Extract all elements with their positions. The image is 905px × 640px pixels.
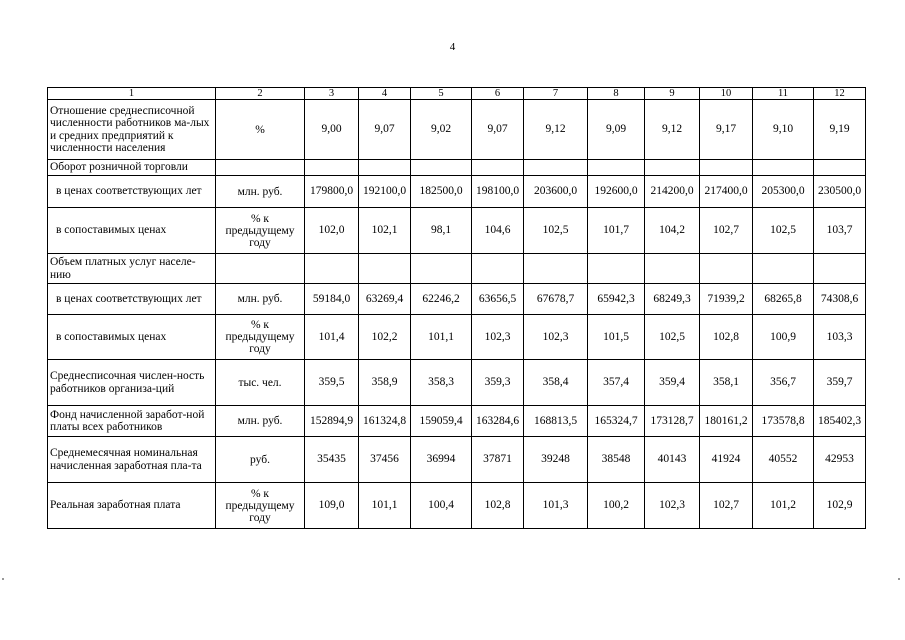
value-cell: 358,9: [359, 360, 411, 406]
value-cell: 161324,8: [359, 406, 411, 437]
scan-mark-right: [898, 578, 900, 580]
value-cell: 102,3: [472, 315, 524, 360]
row-label: Объем платных услуг населе-нию: [48, 254, 216, 284]
value-cell: 100,2: [588, 483, 645, 529]
row-unit: [216, 254, 305, 284]
value-cell: 230500,0: [814, 176, 866, 208]
value-cell: 9,12: [524, 100, 588, 160]
value-cell: 173578,8: [753, 406, 814, 437]
page-number: 4: [449, 41, 456, 53]
value-cell: 101,3: [524, 483, 588, 529]
value-cell: 104,6: [472, 208, 524, 254]
value-cell: 102,1: [359, 208, 411, 254]
value-cell: 102,7: [700, 483, 753, 529]
value-cell: 9,07: [472, 100, 524, 160]
value-cell: [305, 160, 359, 176]
value-cell: 102,5: [753, 208, 814, 254]
column-number: 2: [216, 88, 305, 100]
value-cell: 35435: [305, 437, 359, 483]
table-row: [48, 284, 866, 315]
column-number: 9: [645, 88, 700, 100]
value-cell: 9,19: [814, 100, 866, 160]
value-cell: [359, 160, 411, 176]
table-body: [48, 88, 866, 529]
value-cell: 68249,3: [645, 284, 700, 315]
value-cell: [588, 160, 645, 176]
column-number: 10: [700, 88, 753, 100]
value-cell: 214200,0: [645, 176, 700, 208]
value-cell: [411, 254, 472, 284]
value-cell: 9,09: [588, 100, 645, 160]
value-cell: [700, 254, 753, 284]
column-number: 1: [48, 88, 216, 100]
value-cell: 42953: [814, 437, 866, 483]
table-row: [48, 176, 866, 208]
row-unit: млн. руб.: [216, 176, 305, 208]
value-cell: 103,3: [814, 315, 866, 360]
value-cell: 359,4: [645, 360, 700, 406]
column-number: 6: [472, 88, 524, 100]
value-cell: 103,7: [814, 208, 866, 254]
value-cell: 59184,0: [305, 284, 359, 315]
row-unit: млн. руб.: [216, 406, 305, 437]
value-cell: 359,3: [472, 360, 524, 406]
value-cell: 9,10: [753, 100, 814, 160]
value-cell: 102,0: [305, 208, 359, 254]
column-number-row: [48, 88, 866, 100]
row-label: Отношение среднесписочной численности работников ма-лых и средних предприятий к численности населения: [48, 100, 216, 160]
value-cell: 9,07: [359, 100, 411, 160]
table-row: [48, 254, 866, 284]
value-cell: 101,2: [753, 483, 814, 529]
value-cell: 358,3: [411, 360, 472, 406]
value-cell: 101,1: [359, 483, 411, 529]
row-unit: % к предыдущему году: [216, 315, 305, 360]
value-cell: [411, 160, 472, 176]
row-label: в ценах соответствующих лет: [48, 284, 216, 315]
value-cell: [645, 160, 700, 176]
value-cell: 102,2: [359, 315, 411, 360]
value-cell: 40552: [753, 437, 814, 483]
value-cell: 37871: [472, 437, 524, 483]
row-label: Среднемесячная номинальная начисленная заработная пла-та: [48, 437, 216, 483]
value-cell: [700, 160, 753, 176]
value-cell: 71939,2: [700, 284, 753, 315]
value-cell: 152894,9: [305, 406, 359, 437]
value-cell: 9,17: [700, 100, 753, 160]
value-cell: 63269,4: [359, 284, 411, 315]
row-unit: тыс. чел.: [216, 360, 305, 406]
value-cell: 41924: [700, 437, 753, 483]
column-number: 8: [588, 88, 645, 100]
row-label: в ценах соответствующих лет: [48, 176, 216, 208]
value-cell: 100,4: [411, 483, 472, 529]
column-number: 3: [305, 88, 359, 100]
value-cell: 36994: [411, 437, 472, 483]
value-cell: 163284,6: [472, 406, 524, 437]
value-cell: 39248: [524, 437, 588, 483]
value-cell: 180161,2: [700, 406, 753, 437]
value-cell: 359,7: [814, 360, 866, 406]
row-unit: % к предыдущему году: [216, 208, 305, 254]
column-number: 7: [524, 88, 588, 100]
value-cell: [753, 160, 814, 176]
value-cell: 102,5: [645, 315, 700, 360]
value-cell: [359, 254, 411, 284]
value-cell: 74308,6: [814, 284, 866, 315]
column-number: 5: [411, 88, 472, 100]
value-cell: 109,0: [305, 483, 359, 529]
value-cell: [814, 254, 866, 284]
row-label: Фонд начисленной заработ-ной платы всех работников: [48, 406, 216, 437]
value-cell: 40143: [645, 437, 700, 483]
table-row: [48, 360, 866, 406]
column-number: 11: [753, 88, 814, 100]
value-cell: 358,1: [700, 360, 753, 406]
value-cell: 182500,0: [411, 176, 472, 208]
row-unit: %: [216, 100, 305, 160]
row-unit: [216, 160, 305, 176]
value-cell: [524, 160, 588, 176]
row-label: Реальная заработная плата: [48, 483, 216, 529]
value-cell: 102,5: [524, 208, 588, 254]
value-cell: 100,9: [753, 315, 814, 360]
row-label: Среднесписочная числен-ность работников организа-ций: [48, 360, 216, 406]
value-cell: 68265,8: [753, 284, 814, 315]
row-unit: руб.: [216, 437, 305, 483]
value-cell: 203600,0: [524, 176, 588, 208]
value-cell: 102,3: [524, 315, 588, 360]
statistics-table: [47, 87, 866, 529]
value-cell: 101,7: [588, 208, 645, 254]
table-row: [48, 100, 866, 160]
value-cell: 101,5: [588, 315, 645, 360]
value-cell: 198100,0: [472, 176, 524, 208]
value-cell: 356,7: [753, 360, 814, 406]
value-cell: 192600,0: [588, 176, 645, 208]
value-cell: 102,7: [700, 208, 753, 254]
value-cell: 9,00: [305, 100, 359, 160]
value-cell: 102,3: [645, 483, 700, 529]
value-cell: 62246,2: [411, 284, 472, 315]
value-cell: 102,8: [472, 483, 524, 529]
value-cell: 357,4: [588, 360, 645, 406]
value-cell: 104,2: [645, 208, 700, 254]
value-cell: 159059,4: [411, 406, 472, 437]
table-row: [48, 208, 866, 254]
value-cell: 168813,5: [524, 406, 588, 437]
value-cell: 9,12: [645, 100, 700, 160]
value-cell: 9,02: [411, 100, 472, 160]
value-cell: 217400,0: [700, 176, 753, 208]
table-row: [48, 315, 866, 360]
row-label: в сопоставимых ценах: [48, 315, 216, 360]
value-cell: 101,4: [305, 315, 359, 360]
value-cell: 38548: [588, 437, 645, 483]
value-cell: [472, 160, 524, 176]
row-unit: % к предыдущему году: [216, 483, 305, 529]
value-cell: 101,1: [411, 315, 472, 360]
value-cell: 102,8: [700, 315, 753, 360]
value-cell: 192100,0: [359, 176, 411, 208]
value-cell: 165324,7: [588, 406, 645, 437]
value-cell: 173128,7: [645, 406, 700, 437]
column-number: 12: [814, 88, 866, 100]
value-cell: 185402,3: [814, 406, 866, 437]
table-row: [48, 483, 866, 529]
value-cell: [814, 160, 866, 176]
value-cell: 359,5: [305, 360, 359, 406]
value-cell: 37456: [359, 437, 411, 483]
column-number: 4: [359, 88, 411, 100]
table-row: [48, 406, 866, 437]
row-unit: млн. руб.: [216, 284, 305, 315]
value-cell: [753, 254, 814, 284]
value-cell: 63656,5: [472, 284, 524, 315]
value-cell: 179800,0: [305, 176, 359, 208]
value-cell: 67678,7: [524, 284, 588, 315]
value-cell: 358,4: [524, 360, 588, 406]
value-cell: [588, 254, 645, 284]
value-cell: [524, 254, 588, 284]
value-cell: 65942,3: [588, 284, 645, 315]
value-cell: [305, 254, 359, 284]
value-cell: [472, 254, 524, 284]
value-cell: 102,9: [814, 483, 866, 529]
value-cell: 205300,0: [753, 176, 814, 208]
value-cell: [645, 254, 700, 284]
table-row: [48, 160, 866, 176]
row-label: Оборот розничной торговли: [48, 160, 216, 176]
row-label: в сопоставимых ценах: [48, 208, 216, 254]
value-cell: 98,1: [411, 208, 472, 254]
table-row: [48, 437, 866, 483]
scan-mark-left: [2, 578, 4, 580]
